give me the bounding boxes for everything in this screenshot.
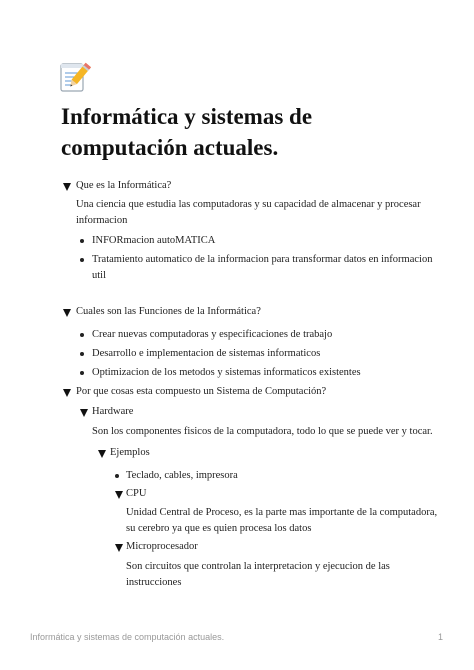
bullet-icon bbox=[80, 239, 84, 243]
toggle-compuesto[interactable]: Por que cosas esta compuesto un Sistema de Computación? bbox=[76, 386, 327, 397]
list-item: Tratamiento automatico de la informacion para transformar datos en informacion bbox=[92, 254, 433, 265]
page-title-line-1: Informática y sistemas de bbox=[61, 104, 313, 129]
list-item: Optimizacion de los metodos y sistemas informaticos existentes bbox=[92, 367, 361, 378]
list-item-continuation: util bbox=[92, 270, 107, 281]
microprocesador-description-line-1: Son circuitos que controlan la interpretacion y ejecucion de las bbox=[126, 561, 390, 572]
page-title-line-2: computación actuales. bbox=[61, 135, 279, 160]
page-number: 1 bbox=[438, 632, 444, 642]
toggle-cpu[interactable]: CPU bbox=[126, 488, 147, 499]
toggle-que-es[interactable]: Que es la Informática? bbox=[76, 180, 172, 191]
que-es-description-line-1: Una ciencia que estudia las computadoras y su capacidad de almacenar y procesar bbox=[76, 199, 421, 210]
bullet-icon bbox=[80, 371, 84, 375]
bullet-icon bbox=[80, 333, 84, 337]
page-title bbox=[61, 101, 441, 163]
toggle-hardware[interactable]: Hardware bbox=[92, 406, 134, 417]
bullet-icon bbox=[80, 258, 84, 262]
toggle-arrow-icon[interactable] bbox=[115, 491, 123, 499]
list-item: Teclado, cables, impresora bbox=[126, 470, 238, 481]
bullet-icon bbox=[115, 474, 119, 478]
que-es-description-line-2: informacion bbox=[76, 215, 128, 226]
toggle-arrow-icon[interactable] bbox=[98, 450, 106, 458]
hardware-description: Son los componentes fisicos de la computadora, todo lo que se puede ver y tocar. bbox=[92, 426, 433, 437]
cpu-description-line-1: Unidad Central de Proceso, es la parte mas importante de la computadora, bbox=[126, 507, 438, 518]
list-item: INFORmacion autoMATICA bbox=[92, 235, 216, 246]
toggle-arrow-icon[interactable] bbox=[80, 409, 88, 417]
toggle-arrow-icon[interactable] bbox=[115, 544, 123, 552]
microprocesador-description-line-2: instrucciones bbox=[126, 577, 182, 588]
toggle-arrow-icon[interactable] bbox=[63, 309, 71, 317]
cpu-description-line-2: su cerebro ya que es quien procesa los datos bbox=[126, 523, 312, 534]
toggle-arrow-icon[interactable] bbox=[63, 389, 71, 397]
list-item: Crear nuevas computadoras y especificaciones de trabajo bbox=[92, 329, 333, 340]
list-item: Desarrollo e implementacion de sistemas informaticos bbox=[92, 348, 321, 359]
memo-pencil-icon bbox=[58, 60, 92, 94]
toggle-funciones[interactable]: Cuales son las Funciones de la Informática? bbox=[76, 306, 261, 317]
footer-title: Informática y sistemas de computación actuales. bbox=[30, 632, 225, 642]
toggle-arrow-icon[interactable] bbox=[63, 183, 71, 191]
bullet-icon bbox=[80, 352, 84, 356]
toggle-microprocesador[interactable]: Microprocesador bbox=[126, 541, 198, 552]
toggle-ejemplos[interactable]: Ejemplos bbox=[110, 447, 150, 458]
